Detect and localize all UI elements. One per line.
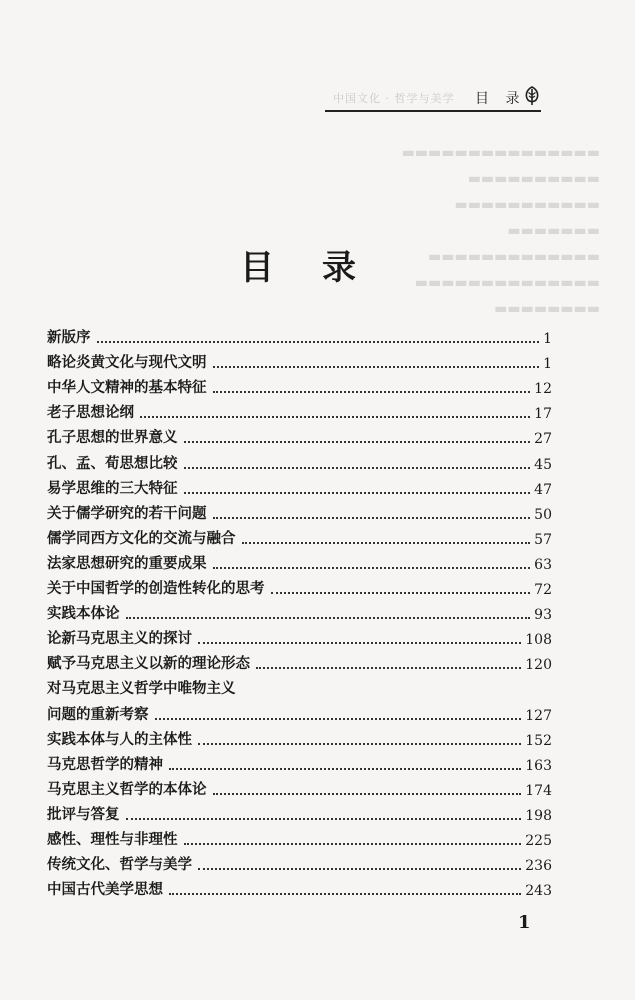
dot-leader	[213, 366, 540, 368]
toc-entry-page: 163	[525, 757, 552, 774]
toc-entry	[47, 623, 552, 648]
toc-entry-title: 易学思维的三大特征	[47, 479, 178, 497]
toc-entry-title: 批评与答复	[47, 805, 120, 823]
toc-entry-title: 略论炎黄文化与现代文明	[47, 354, 207, 372]
toc-entry	[47, 698, 552, 723]
table-of-contents	[47, 322, 552, 899]
toc-entry-title: 赋予马克思主义以新的理论形态	[47, 655, 250, 673]
toc-entry-title: 马克思哲学的精神	[47, 755, 163, 773]
toc-entry	[47, 724, 552, 749]
running-header	[325, 86, 541, 112]
toc-entry-title: 关于儒学研究的若干问题	[47, 504, 207, 522]
toc-entry	[47, 397, 552, 422]
leaf-icon	[523, 86, 541, 106]
page-title: 目录	[240, 248, 404, 288]
toc-entry-title: 实践本体与人的主体性	[47, 730, 192, 748]
dot-leader	[242, 542, 531, 544]
dot-leader	[169, 768, 521, 770]
toc-entry-title: 对马克思主义哲学中唯物主义	[47, 680, 236, 698]
toc-entry	[47, 648, 552, 673]
toc-entry-title: 新版序	[47, 329, 91, 347]
toc-entry	[47, 372, 552, 397]
toc-entry	[47, 422, 552, 447]
dot-leader	[184, 441, 531, 443]
dot-leader	[271, 592, 531, 594]
toc-entry-page: 225	[525, 832, 552, 849]
toc-entry-page: 57	[534, 531, 552, 548]
dot-leader	[213, 391, 531, 393]
dot-leader	[198, 642, 521, 644]
toc-entry-page: 45	[534, 456, 552, 473]
toc-entry-page: 198	[525, 807, 552, 824]
toc-entry-title: 法家思想研究的重要成果	[47, 554, 207, 572]
toc-entry	[47, 598, 552, 623]
toc-entry	[47, 799, 552, 824]
toc-entry-page: 17	[534, 406, 552, 423]
toc-entry-page: 243	[525, 883, 552, 900]
toc-entry-page: 174	[525, 782, 552, 799]
toc-entry	[47, 673, 552, 698]
dot-leader	[184, 492, 531, 494]
dot-leader	[213, 517, 531, 519]
toc-entry-title: 论新马克思主义的探讨	[47, 630, 192, 648]
dot-leader	[198, 868, 521, 870]
toc-entry-title: 传统文化、哲学与美学	[47, 856, 192, 874]
toc-entry-title: 关于中国哲学的创造性转化的思考	[47, 580, 265, 598]
toc-entry	[47, 874, 552, 899]
dot-leader	[97, 341, 540, 343]
toc-entry-page: 108	[525, 632, 552, 649]
toc-entry-page: 93	[534, 607, 552, 624]
dot-leader	[140, 416, 530, 418]
toc-entry-page: 152	[525, 732, 552, 749]
toc-entry-page: 120	[525, 657, 552, 674]
dot-leader	[126, 617, 531, 619]
bleed-through-texture: ▬▬▬▬▬▬▬▬▬▬▬▬▬▬▬ ▬▬▬▬▬▬▬▬▬▬ ▬▬▬▬▬▬▬▬▬▬▬ ▬▬▬▬▬▬▬ ▬▬▬▬▬▬▬▬▬▬▬▬▬ ▬▬▬▬▬▬▬▬▬▬▬▬▬▬ ▬▬▬▬▬▬▬▬	[401, 145, 600, 317]
toc-entry-page: 47	[534, 481, 552, 498]
toc-entry-page: 1	[543, 331, 552, 348]
toc-entry-title: 感性、理性与非理性	[47, 830, 178, 848]
toc-entry-page: 72	[534, 582, 552, 599]
dot-leader	[213, 793, 522, 795]
dot-leader	[169, 893, 521, 895]
toc-entry	[47, 573, 552, 598]
dot-leader	[184, 467, 531, 469]
dot-leader	[155, 718, 522, 720]
toc-entry-title: 孔子思想的世界意义	[47, 429, 178, 447]
toc-entry	[47, 498, 552, 523]
running-header-ghost-text: 中国文化 · 哲学与美学	[333, 92, 455, 105]
toc-entry	[47, 749, 552, 774]
toc-entry-title: 孔、孟、荀思想比较	[47, 454, 178, 472]
toc-entry-page: 12	[534, 381, 552, 398]
toc-entry	[47, 849, 552, 874]
toc-entry-page: 236	[525, 858, 552, 875]
toc-entry-page: 63	[534, 556, 552, 573]
dot-leader	[184, 843, 522, 845]
toc-entry	[47, 523, 552, 548]
toc-entry	[47, 548, 552, 573]
toc-entry	[47, 447, 552, 472]
dot-leader	[126, 818, 522, 820]
toc-entry	[47, 322, 552, 347]
toc-entry	[47, 824, 552, 849]
toc-entry-page: 50	[534, 506, 552, 523]
toc-entry	[47, 473, 552, 498]
running-header-text: 目 录	[475, 91, 526, 107]
toc-entry-title: 实践本体论	[47, 605, 120, 623]
toc-entry-page: 127	[525, 707, 552, 724]
toc-entry-title: 中华人文精神的基本特征	[47, 379, 207, 397]
toc-entry-title: 儒学同西方文化的交流与融合	[47, 529, 236, 547]
toc-entry-title: 中国古代美学思想	[47, 881, 163, 899]
dot-leader	[198, 743, 521, 745]
toc-entry	[47, 347, 552, 372]
toc-entry-page: 1	[543, 356, 552, 373]
toc-entry	[47, 774, 552, 799]
toc-entry-title: 问题的重新考察	[47, 705, 149, 723]
toc-entry-page: 27	[534, 431, 552, 448]
toc-entry-title: 马克思主义哲学的本体论	[47, 780, 207, 798]
dot-leader	[213, 567, 531, 569]
dot-leader	[256, 667, 521, 669]
toc-entry-title: 老子思想论纲	[47, 404, 134, 422]
page-number: 1	[518, 912, 531, 933]
